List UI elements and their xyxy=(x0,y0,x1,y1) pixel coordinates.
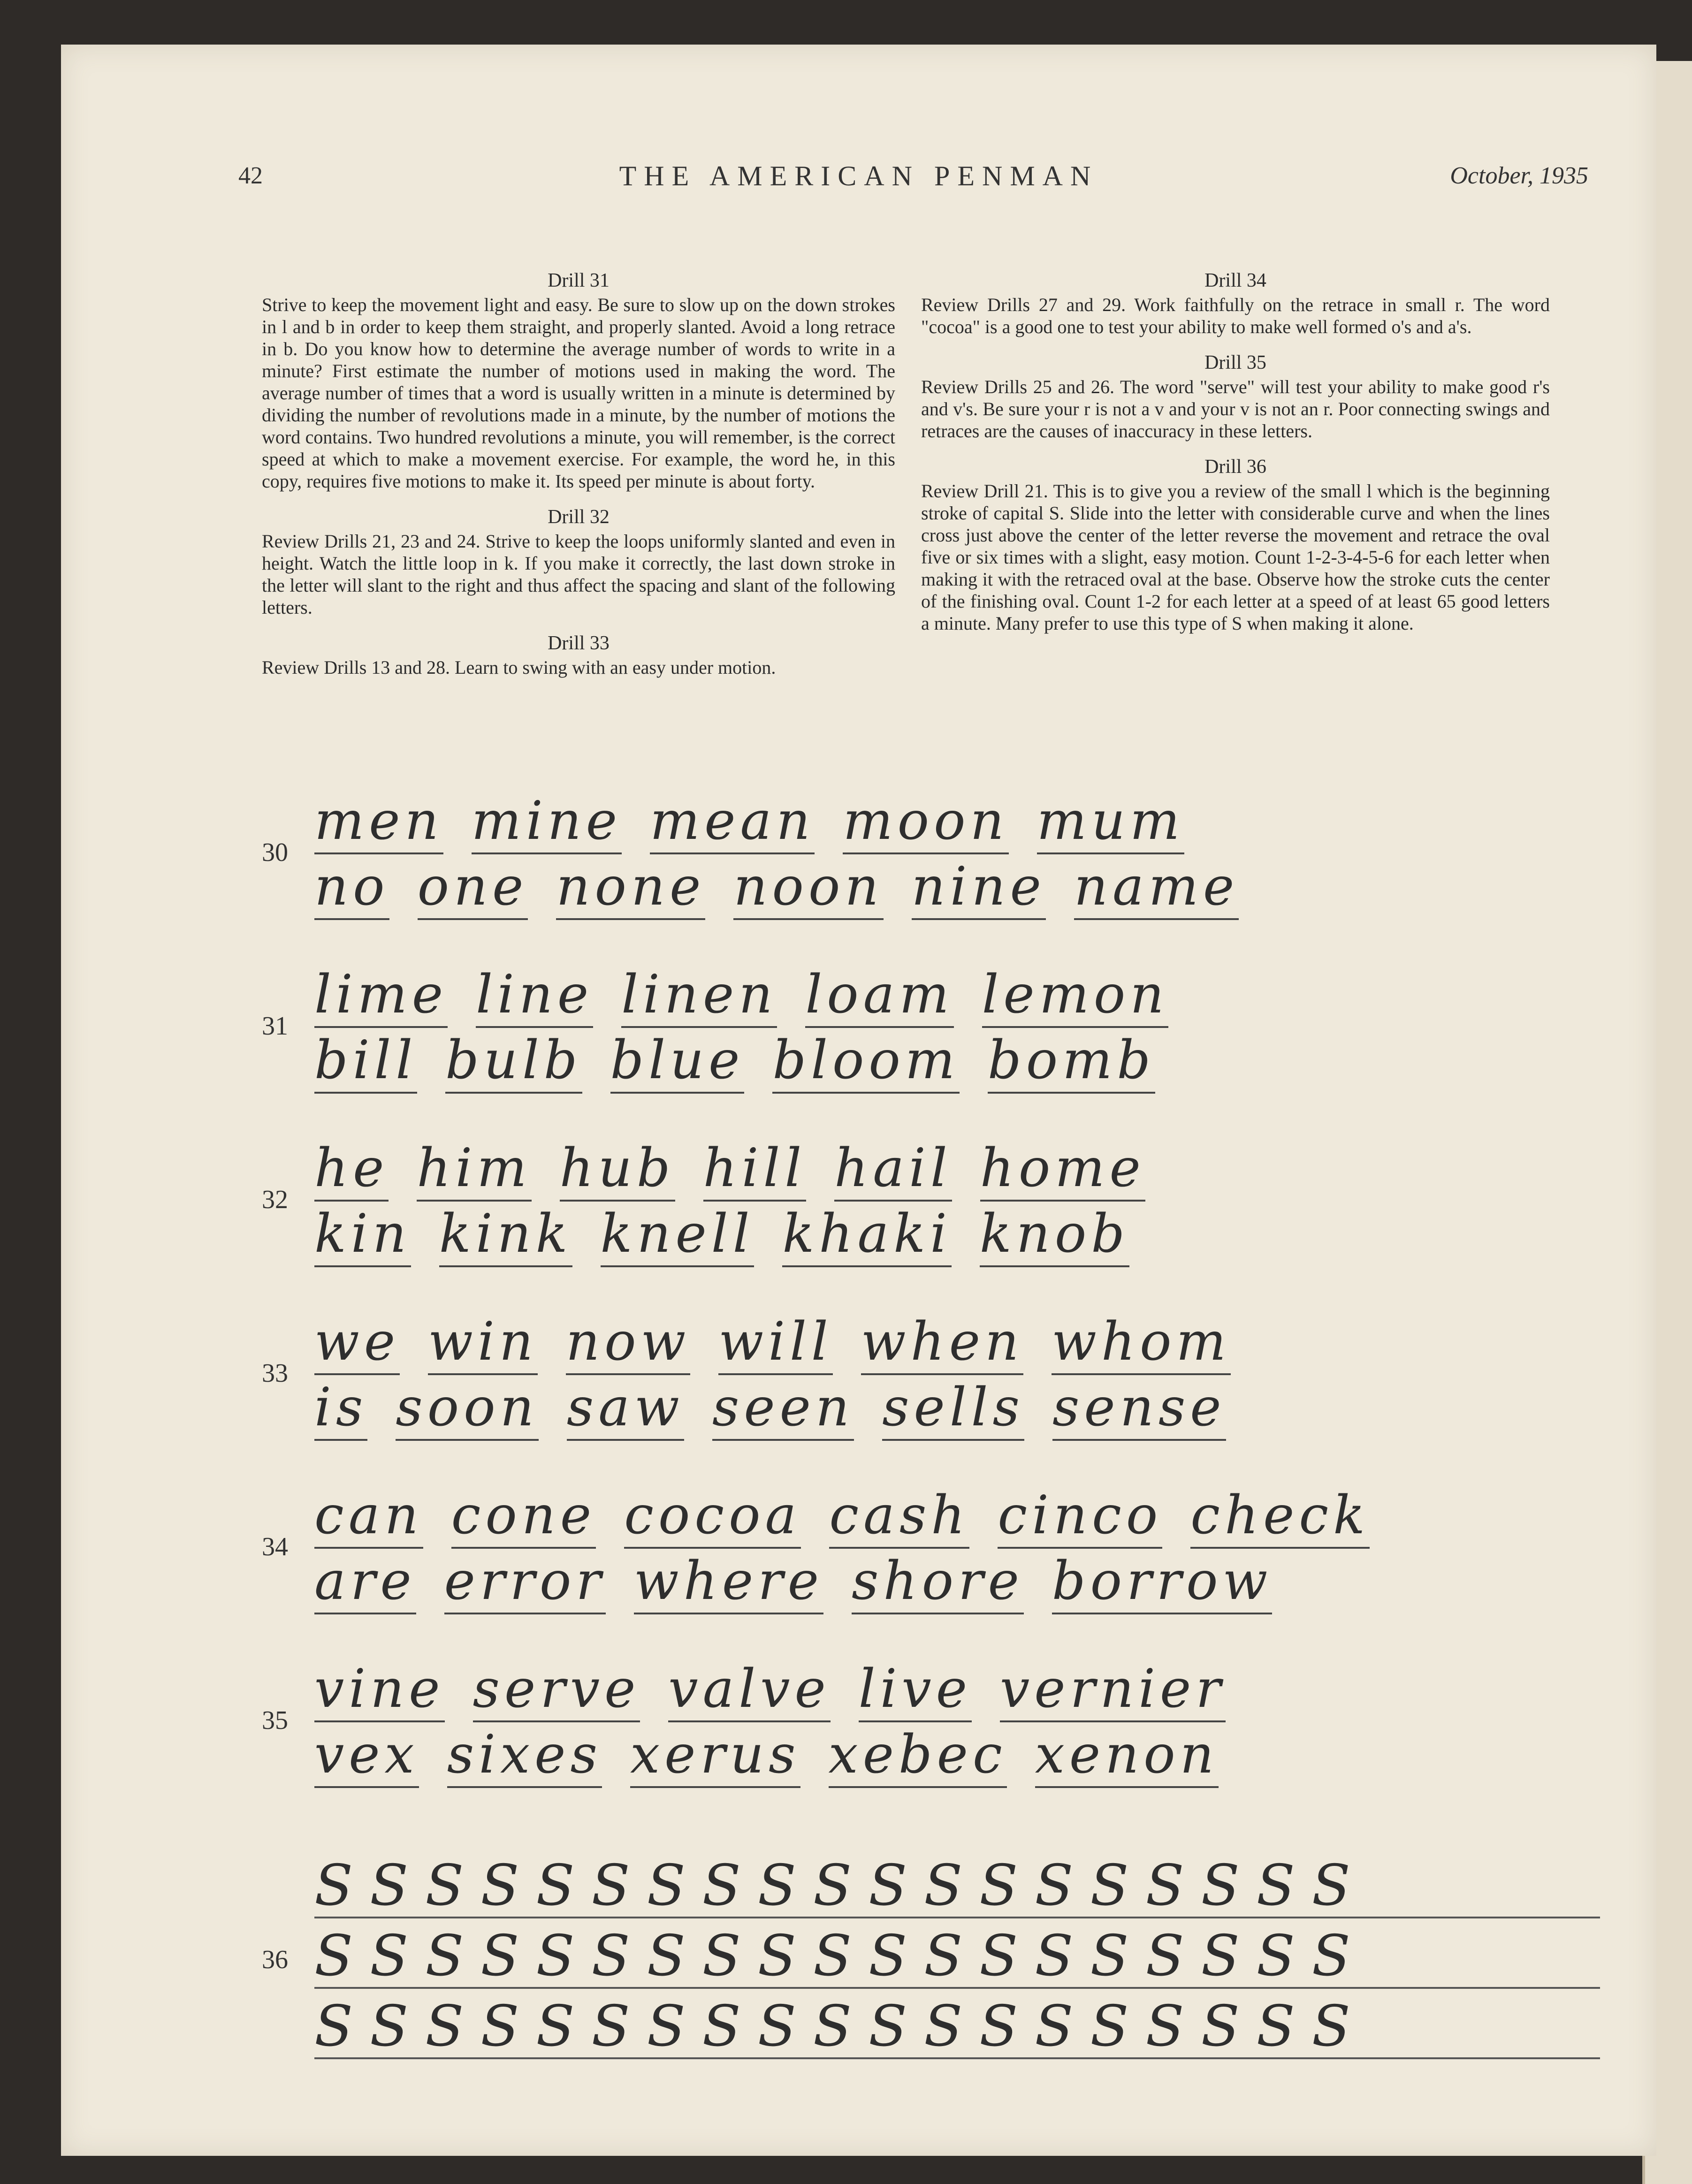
script-word: live xyxy=(859,1659,972,1722)
script-word: cocoa xyxy=(624,1485,801,1549)
script-word: mine xyxy=(472,791,622,854)
row-number: 33 xyxy=(262,1359,288,1388)
drill-35 xyxy=(921,352,1550,442)
script-word: moon xyxy=(843,791,1008,854)
script-word: now xyxy=(566,1311,690,1375)
script-word: bill xyxy=(314,1030,417,1094)
script-word: noon xyxy=(733,856,883,920)
script-word: xenon xyxy=(1035,1724,1219,1788)
script-line xyxy=(314,1377,1600,1441)
script-line xyxy=(314,1311,1600,1375)
script-word: knob xyxy=(980,1203,1129,1267)
script-word: check xyxy=(1190,1485,1370,1549)
script-line xyxy=(314,1659,1600,1722)
script-word: will xyxy=(718,1311,832,1375)
script-line xyxy=(314,1138,1600,1202)
drill-title: Drill 34 xyxy=(1204,270,1266,291)
script-word: can xyxy=(314,1485,423,1549)
script-word: knell xyxy=(601,1203,755,1267)
script-word: one xyxy=(418,856,528,920)
issue-date: October, 1935 xyxy=(1450,162,1588,189)
script-word: is xyxy=(314,1377,367,1441)
script-word: error xyxy=(444,1551,606,1614)
script-word: vex xyxy=(314,1724,419,1788)
script-line xyxy=(314,964,1600,1028)
script-line xyxy=(314,1030,1600,1094)
script-word: khaki xyxy=(782,1203,951,1267)
script-word: hub xyxy=(560,1138,675,1202)
script-word: xerus xyxy=(630,1724,800,1788)
page-number: 42 xyxy=(238,162,263,189)
script-word: loam xyxy=(805,964,953,1028)
drill-title: Drill 31 xyxy=(548,270,610,291)
script-line xyxy=(314,1724,1600,1788)
script-word: mum xyxy=(1037,791,1185,854)
drill-title: Drill 36 xyxy=(1204,456,1266,478)
drill-text: Review Drills 13 and 28. Learn to swing with an easy under motion. xyxy=(262,657,776,678)
script-word: blue xyxy=(610,1030,745,1094)
script-word: him xyxy=(417,1138,531,1202)
script-word: lemon xyxy=(982,964,1169,1028)
script-word: bulb xyxy=(445,1030,582,1094)
script-word: we xyxy=(314,1311,400,1375)
script-word: when xyxy=(861,1311,1023,1375)
script-word: borrow xyxy=(1052,1551,1273,1614)
script-word: xebec xyxy=(829,1724,1007,1788)
script-word: cone xyxy=(451,1485,596,1549)
script-word: nine xyxy=(912,856,1046,920)
script-word: he xyxy=(314,1138,389,1202)
script-word: kin xyxy=(314,1203,411,1267)
script-line xyxy=(314,1485,1600,1549)
script-word: win xyxy=(428,1311,538,1375)
magazine-title: THE AMERICAN PENMAN xyxy=(619,160,1098,191)
script-word: cinco xyxy=(998,1485,1162,1549)
script-word: linen xyxy=(621,964,777,1028)
script-word: saw xyxy=(567,1377,684,1441)
script-word: none xyxy=(556,856,705,920)
drill-text: Review Drills 27 and 29. Work faithfully on the retrace in small r. The word "cocoa" is a good one to test your ability to make well formed o's and a's. xyxy=(921,294,1550,337)
script-word: name xyxy=(1074,856,1239,920)
script-word: sixes xyxy=(447,1724,602,1788)
script-word: home xyxy=(980,1138,1145,1202)
script-line xyxy=(314,1203,1600,1267)
drill-31 xyxy=(262,270,895,492)
row-number: 30 xyxy=(262,838,288,867)
script-line xyxy=(314,1551,1600,1614)
row-number: 31 xyxy=(262,1012,288,1041)
right-text-column xyxy=(921,270,1550,648)
drill-text: Review Drill 21. This is to give you a review of the small l which is the beginning stroke of capital S. Slide into the letter with considerable curve and when the lines cross just above the center of the letter reverse the movement and retrace the oval five or six times with a slight, easy motion. Count 1-2-3-4-5-6 for each letter when making it with the retraced oval at the base. Observe how the stroke cuts the center of the finishing oval. Count 1-2 for each letter at a speed of at least 65 good letters a minute. Many prefer to use this type of S when making it alone. xyxy=(921,480,1550,634)
script-word: bloom xyxy=(772,1030,960,1094)
drill-title: Drill 32 xyxy=(548,506,610,528)
script-word: men xyxy=(314,791,443,854)
script-line xyxy=(314,856,1600,920)
drill-36 xyxy=(921,456,1550,634)
script-word: where xyxy=(634,1551,823,1614)
script-word: cash xyxy=(829,1485,969,1549)
drill-32 xyxy=(262,506,895,618)
script-word: bomb xyxy=(988,1030,1155,1094)
script-word: vine xyxy=(314,1659,445,1722)
drill-text: Review Drills 25 and 26. The word "serve" will test your ability to make good r's and v's. Be sure your r is not a v and your v is not an r. Poor connecting swings and retraces are the causes of inaccuracy in these letters. xyxy=(921,376,1550,441)
capital-s-line: SSSSSSSSSSSSSSSSSSS xyxy=(314,1996,1600,2059)
script-word: sells xyxy=(882,1377,1024,1441)
script-word: hail xyxy=(834,1138,952,1202)
script-word: kink xyxy=(439,1203,572,1267)
drill-34 xyxy=(921,270,1550,338)
running-header xyxy=(61,162,1656,204)
drill-33 xyxy=(262,632,895,678)
script-word: vernier xyxy=(1000,1659,1226,1722)
script-word: hill xyxy=(703,1138,807,1202)
drill-title: Drill 33 xyxy=(548,632,610,654)
script-word: mean xyxy=(650,791,815,854)
script-line xyxy=(314,791,1600,854)
left-text-column xyxy=(262,270,895,692)
script-word: are xyxy=(314,1551,416,1614)
capital-s-line: SSSSSSSSSSSSSSSSSSS xyxy=(314,1856,1600,1918)
script-word: whom xyxy=(1052,1311,1231,1375)
script-word: seen xyxy=(712,1377,854,1441)
drill-text: Review Drills 21, 23 and 24. Strive to keep the loops uniformly slanted and even in height. Watch the little loop in k. If you make it correctly, the last down stroke in the letter will slant to the right and thus affect the spacing and slant of the following letters. xyxy=(262,531,895,618)
drill-title: Drill 35 xyxy=(1204,352,1266,373)
script-word: line xyxy=(476,964,593,1028)
script-word: valve xyxy=(668,1659,830,1722)
script-word: no xyxy=(314,856,389,920)
row-number: 34 xyxy=(262,1532,288,1561)
script-word: soon xyxy=(396,1377,538,1441)
magazine-page xyxy=(61,45,1656,2156)
capital-s-line: SSSSSSSSSSSSSSSSSSS xyxy=(314,1926,1600,1989)
script-word: lime xyxy=(314,964,448,1028)
drill-text: Strive to keep the movement light and easy. Be sure to slow up on the down strokes in l and b in order to keep them straight, and properly slanted. Avoid a long retrace in b. Do you know how to determine the average number of words to write in a minute? First estimate the number of motions used in making the word. The average number of times that a word is usually written in a minute is determined by dividing the number of revolutions made in a minute, by the number of motions the word contains. Two hundred revolutions a minute, you will remember, is the correct speed at which to make a movement exercise. For example, the word he, in this copy, requires five motions to make it. Its speed per minute is about forty. xyxy=(262,294,895,492)
script-word: serve xyxy=(473,1659,640,1722)
row-number: 35 xyxy=(262,1706,288,1735)
row-number: 36 xyxy=(262,1945,288,1974)
script-word: sense xyxy=(1052,1377,1226,1441)
script-word: shore xyxy=(852,1551,1024,1614)
row-number: 32 xyxy=(262,1185,288,1214)
